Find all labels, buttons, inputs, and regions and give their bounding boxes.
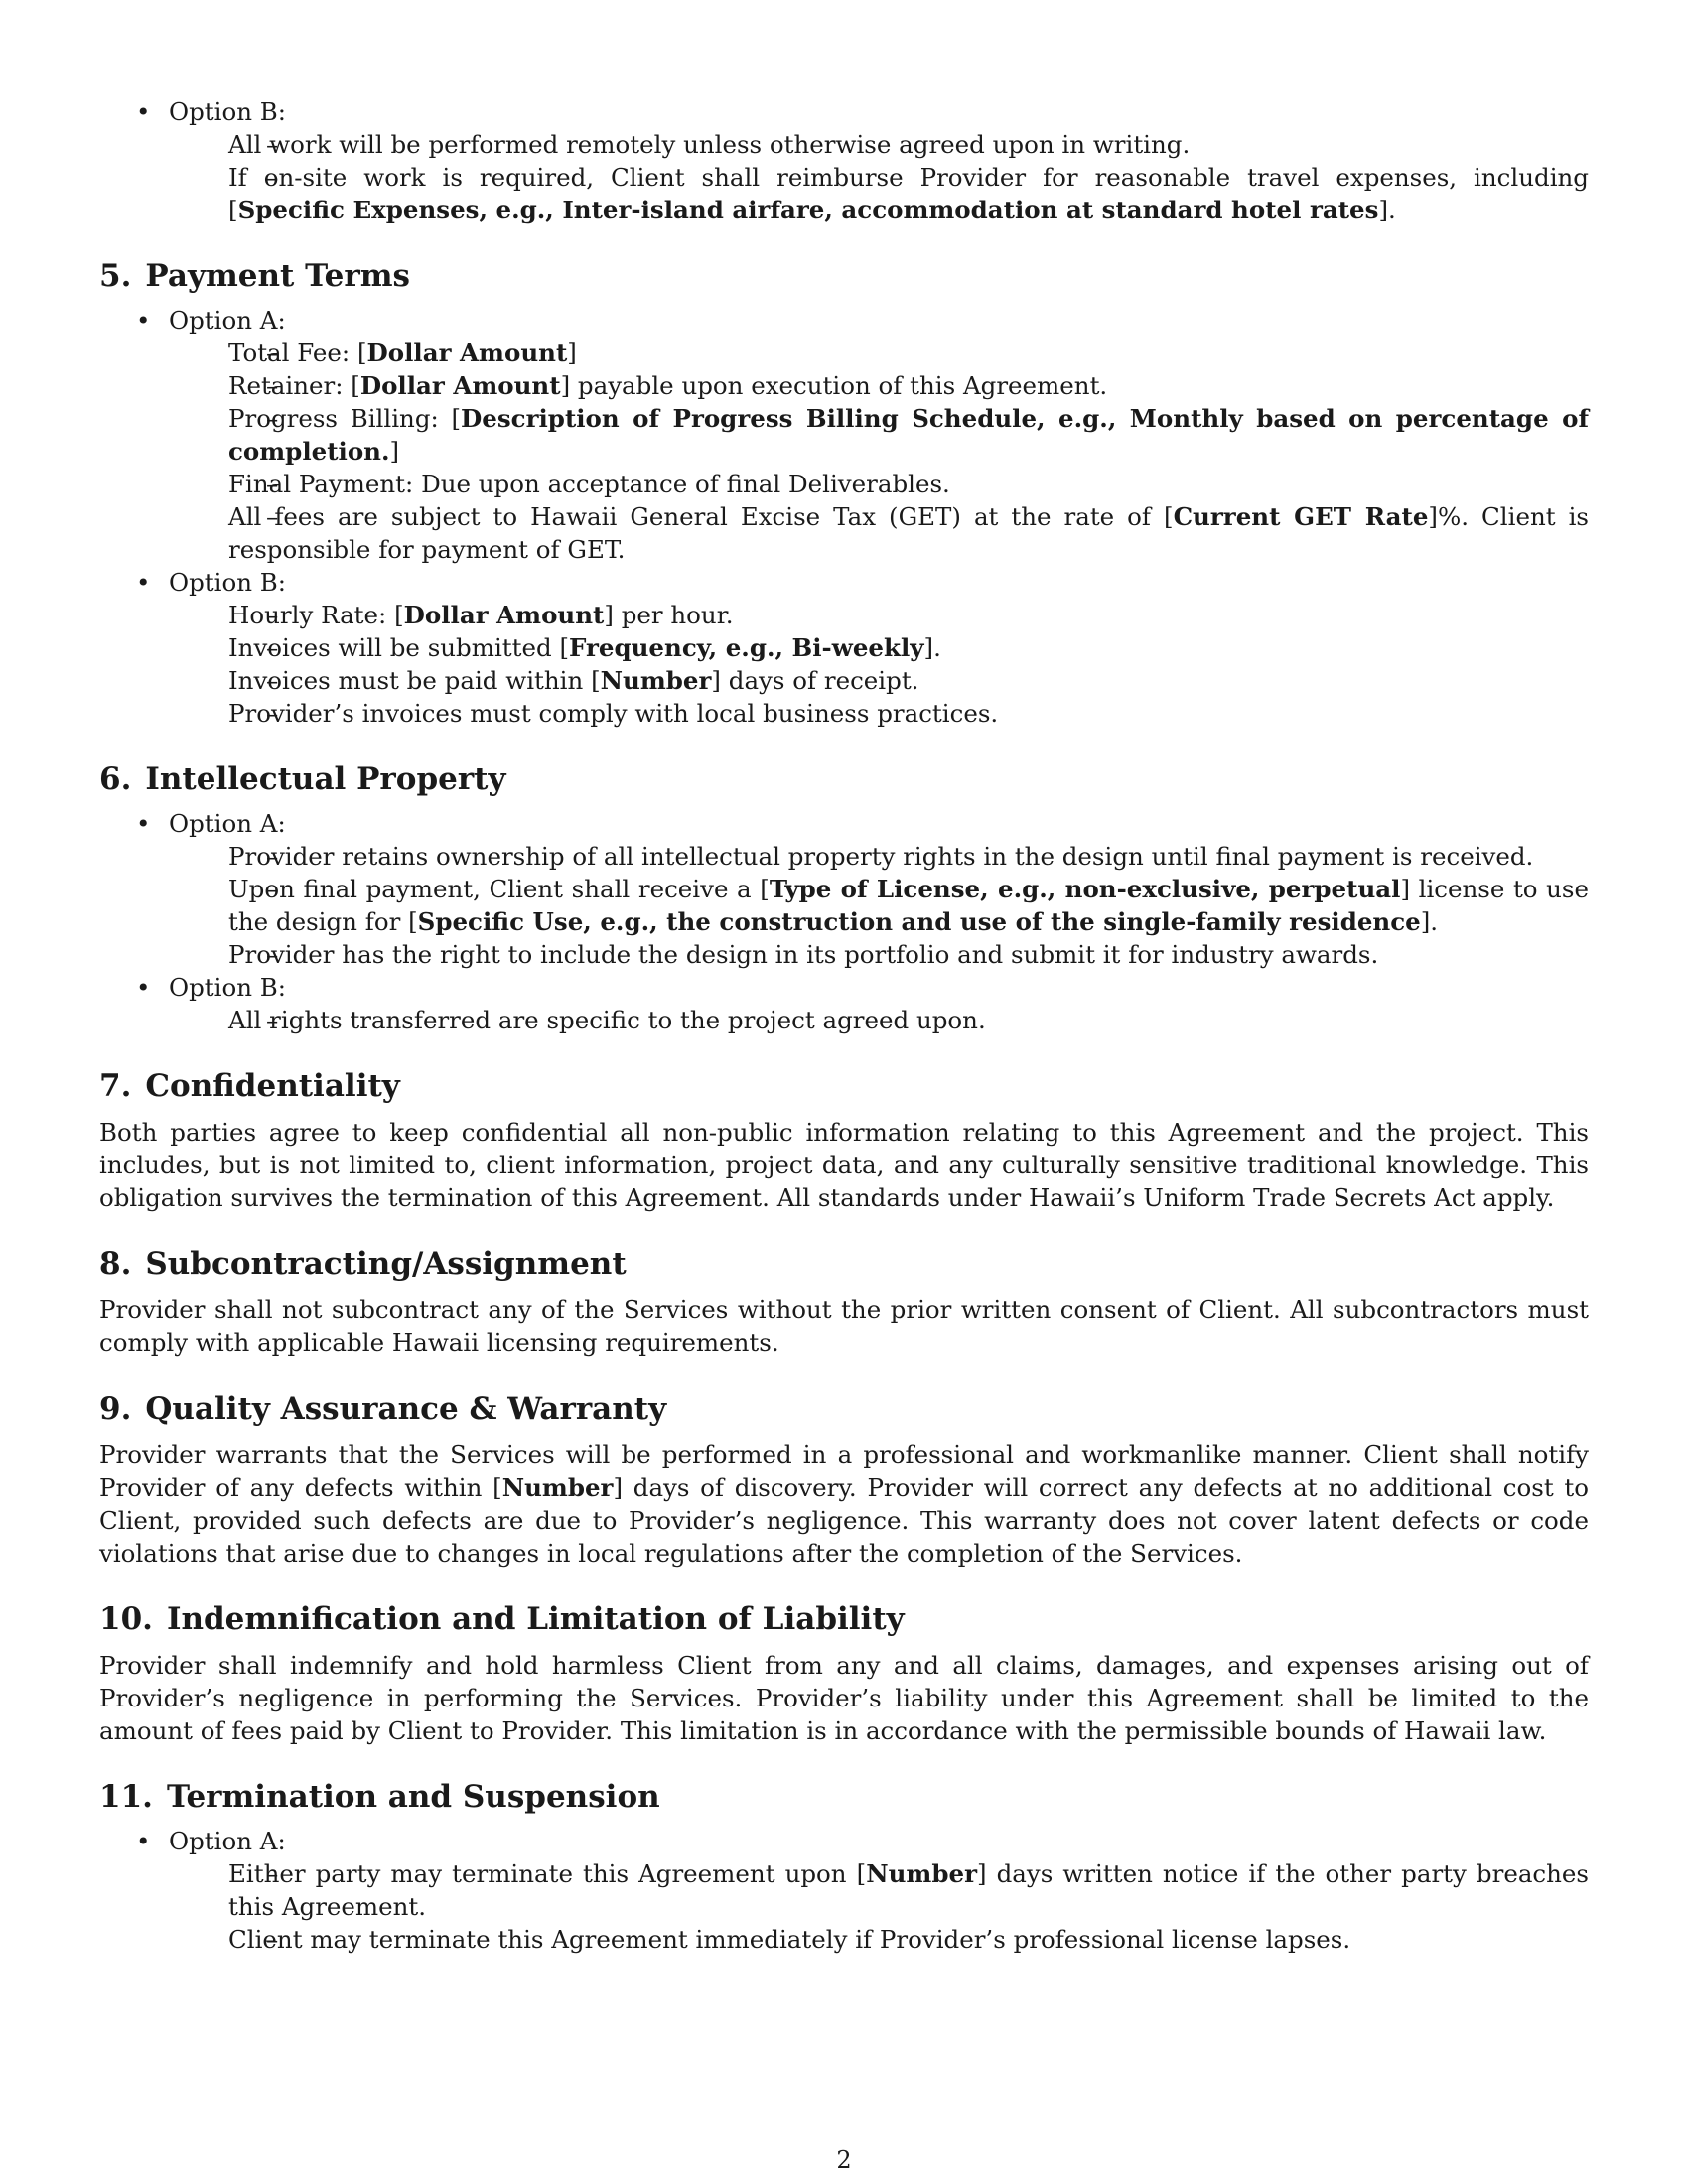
item-text: ] xyxy=(389,437,400,466)
option-a-items xyxy=(99,1857,1589,1956)
list-item xyxy=(169,402,1589,468)
option-a xyxy=(99,1825,1589,1956)
item-text: ]%. Client is responsible for payment of GET. xyxy=(228,502,1589,564)
item-text: Provider has the right to include the design in its portfolio and submit it for industry awards. xyxy=(228,940,1379,969)
option-b-items xyxy=(99,599,1589,730)
section-intellectual-property xyxy=(99,759,1589,1036)
item-text: Retainer: [ xyxy=(228,371,360,400)
option-label: Option B: xyxy=(169,568,287,597)
list-item xyxy=(169,1857,1589,1923)
section-title: Indemnification and Limitation of Liability xyxy=(166,1601,905,1637)
item-text: Hourly Rate: [ xyxy=(228,601,404,629)
item-text: ]. xyxy=(1378,196,1396,224)
section-heading xyxy=(99,759,1589,799)
item-text: Provider retains ownership of all intellectual property rights in the design until final payment is received. xyxy=(228,842,1534,871)
section-title: Confidentiality xyxy=(145,1068,400,1104)
list-item xyxy=(169,599,1589,631)
option-a xyxy=(99,807,1589,971)
item-text: All rights transferred are specific to the project agreed upon. xyxy=(228,1006,986,1034)
item-text: Provider’s invoices must comply with local business practices. xyxy=(228,699,999,728)
list-item xyxy=(169,1923,1589,1956)
item-text: ]. xyxy=(923,633,941,662)
item-text: ]. xyxy=(1420,907,1439,936)
option-a xyxy=(99,304,1589,566)
placeholder-field: Frequency, e.g., Bi-weekly xyxy=(569,633,924,662)
item-text: Total Fee: [ xyxy=(228,339,367,367)
list-item xyxy=(169,631,1589,664)
section-number: 6. xyxy=(99,761,132,797)
body-text: ] days of discovery. Provider will correct any defects at no additional cost to Client, provided such defects are due to Provider’s negligence. This warranty does not cover latent defects or code violations that arise due to changes in local regulations after the completion of the Services. xyxy=(99,1473,1589,1568)
option-label: Option A: xyxy=(169,306,286,335)
item-text: Progress Billing: [ xyxy=(228,404,462,433)
placeholder-field: Specific Expenses, e.g., Inter-island airfare, accommodation at standard hotel rates xyxy=(237,196,1379,224)
option-b xyxy=(99,971,1589,1036)
option-b xyxy=(99,566,1589,730)
section-heading xyxy=(99,1599,1589,1639)
item-text: If on-site work is required, Client shall reimburse Provider for reasonable travel expenses, including [ xyxy=(228,163,1589,224)
item-text: Invoices must be paid within [ xyxy=(228,666,601,695)
section-subcontracting xyxy=(99,1244,1589,1359)
section-6-options xyxy=(99,807,1589,1036)
list-item xyxy=(169,873,1589,938)
section-body: Both parties agree to keep confidential all non-public information relating to this Agreement and the project. This includes, but is not limited to, client information, project data, and any culturally sensitive traditional knowledge. This obligation survives the termination of this Agreement. All standards under Hawaii’s Uniform Trade Secrets Act apply. xyxy=(99,1118,1589,1212)
option-label: Option B: xyxy=(169,973,287,1002)
list-item xyxy=(169,697,1589,730)
document-page xyxy=(99,95,1589,1956)
list-item xyxy=(169,840,1589,873)
section-heading xyxy=(99,1066,1589,1106)
section-title: Intellectual Property xyxy=(145,761,506,797)
option-b-items xyxy=(99,1004,1589,1036)
section-body: Provider shall indemnify and hold harmless Client from any and all claims, damages, and expenses arising out of Provider’s negligence in performing the Services. Provider’s liability under this Agreement shall be limited to the amount of fees paid by Client to Provider. This limitation is in accordance with the permissible bounds of Hawaii law. xyxy=(99,1651,1589,1745)
item-text: Client may terminate this Agreement immediately if Provider’s professional license lapses. xyxy=(228,1925,1351,1954)
list-item xyxy=(169,664,1589,697)
list-item xyxy=(169,128,1589,161)
item-text: ] days written notice if the other party breaches this Agreement. xyxy=(228,1859,1590,1921)
list-item xyxy=(169,500,1589,566)
section-11-options xyxy=(99,1825,1589,1956)
item-text: ] payable upon execution of this Agreement. xyxy=(560,371,1108,400)
section-payment-terms xyxy=(99,256,1589,730)
section-title: Subcontracting/Assignment xyxy=(145,1246,627,1282)
page-number: 2 xyxy=(836,2146,852,2174)
section-5-options xyxy=(99,304,1589,730)
section-heading xyxy=(99,256,1589,296)
list-item xyxy=(169,161,1589,226)
item-text: Final Payment: Due upon acceptance of final Deliverables. xyxy=(228,470,950,498)
placeholder-field: Type of License, e.g., non-exclusive, perpetual xyxy=(769,875,1401,903)
section-quality-assurance xyxy=(99,1389,1589,1570)
placeholder-field: Number xyxy=(501,1473,614,1502)
item-text: All fees are subject to Hawaii General Excise Tax (GET) at the rate of [ xyxy=(228,502,1174,531)
section-4-options xyxy=(99,95,1589,226)
item-text: Either party may terminate this Agreement upon [ xyxy=(228,1859,867,1888)
list-item xyxy=(169,337,1589,369)
section-title: Payment Terms xyxy=(145,258,410,294)
section-number: 11. xyxy=(99,1779,153,1815)
placeholder-field: Description of Progress Billing Schedule, e.g., Monthly based on percentage of completion. xyxy=(228,404,1589,466)
item-text: Upon final payment, Client shall receive a [ xyxy=(228,875,770,903)
section-number: 10. xyxy=(99,1601,153,1637)
section-number: 7. xyxy=(99,1068,132,1104)
placeholder-field: Number xyxy=(866,1859,977,1888)
section-title: Termination and Suspension xyxy=(166,1779,660,1815)
section-heading xyxy=(99,1777,1589,1817)
section-number: 5. xyxy=(99,258,132,294)
placeholder-field: Dollar Amount xyxy=(359,371,561,400)
list-item xyxy=(169,369,1589,402)
item-text: Invoices will be submitted [ xyxy=(228,633,570,662)
section-number: 8. xyxy=(99,1246,132,1282)
section-heading xyxy=(99,1389,1589,1429)
section-number: 9. xyxy=(99,1391,132,1427)
placeholder-field: Current GET Rate xyxy=(1173,502,1429,531)
section-termination xyxy=(99,1777,1589,1956)
list-item xyxy=(169,1004,1589,1036)
list-item xyxy=(169,468,1589,500)
section-body: Provider shall not subcontract any of the Services without the prior written consent of Client. All subcontractors must comply with applicable Hawaii licensing requirements. xyxy=(99,1296,1589,1357)
item-text: All work will be performed remotely unless otherwise agreed upon in writing. xyxy=(228,130,1191,159)
section-heading xyxy=(99,1244,1589,1284)
placeholder-field: Dollar Amount xyxy=(366,339,568,367)
option-b-items xyxy=(99,128,1589,226)
placeholder-field: Specific Use, e.g., the construction and use of the single-family residence xyxy=(417,907,1421,936)
body-text: Provider warrants that the Services will be performed in a professional and workmanlike manner. Client shall notify Provider of any defects within [ xyxy=(99,1440,1589,1502)
list-item xyxy=(169,938,1589,971)
option-a-items xyxy=(99,840,1589,971)
section-confidentiality xyxy=(99,1066,1589,1214)
placeholder-field: Number xyxy=(600,666,712,695)
option-b xyxy=(99,95,1589,226)
option-label: Option A: xyxy=(169,809,286,838)
option-label: Option A: xyxy=(169,1827,286,1855)
item-text: ] days of receipt. xyxy=(711,666,919,695)
item-text: ] per hour. xyxy=(604,601,734,629)
item-text: ] license to use the design for [ xyxy=(228,875,1589,936)
section-indemnification xyxy=(99,1599,1589,1747)
option-a-items xyxy=(99,337,1589,566)
section-title: Quality Assurance & Warranty xyxy=(145,1391,667,1427)
section-body xyxy=(99,1438,1589,1570)
option-label: Option B: xyxy=(169,97,287,126)
item-text: ] xyxy=(567,339,577,367)
placeholder-field: Dollar Amount xyxy=(403,601,605,629)
